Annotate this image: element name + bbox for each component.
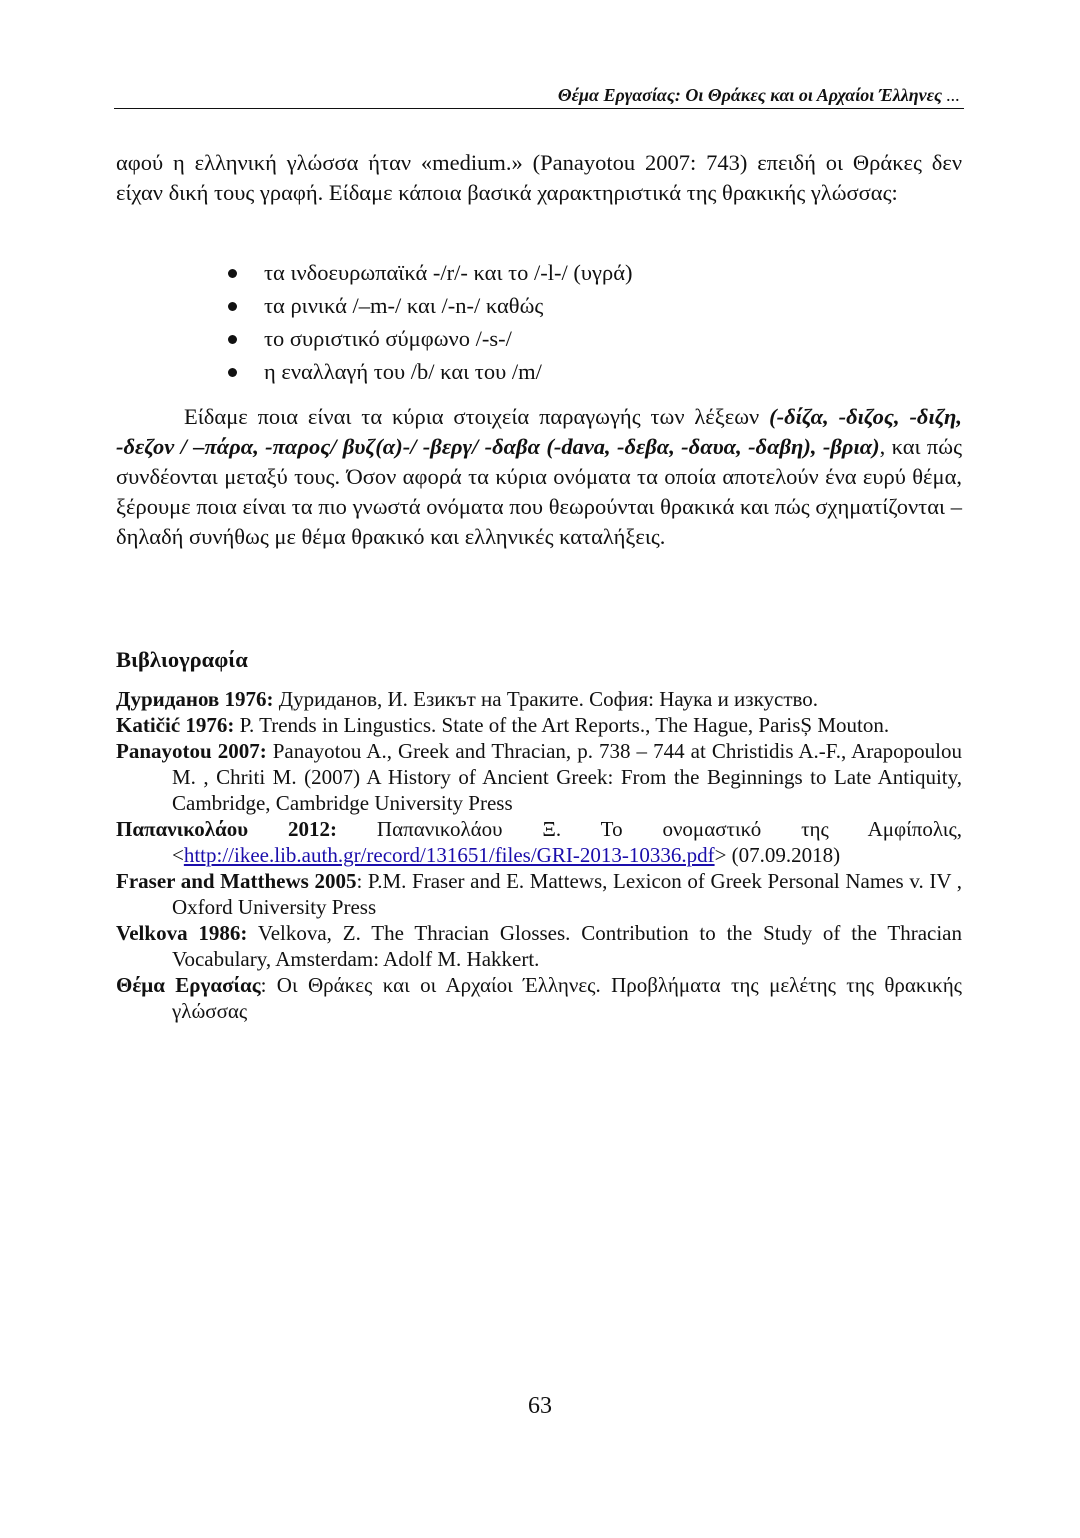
- entry-key: Θέμα Εργασίας: [116, 973, 261, 997]
- entry-text: Παπανικολάου Ξ. Το ονομαστικό της Αμφίπολις, <: [172, 817, 963, 867]
- bullet-text: τα ινδοευρωπαϊκά -/r/- και το /-l-/ (υγρά): [264, 260, 633, 285]
- bullet-text: το συριστικό σύμφωνο /-s-/: [264, 326, 512, 351]
- entry-key: Fraser and Matthews 2005: [116, 869, 357, 893]
- bullet-icon: [228, 302, 237, 311]
- page-number: 63: [528, 1393, 552, 1419]
- entry-text: Дуриданов, И. Езикът на Траките. София: Наука и изкуство.: [273, 687, 819, 711]
- bullet-icon: [228, 335, 237, 344]
- entry-text: Velkova, Z. The Thracian Glosses. Contribution to the Study of the Thracian Vocabulary, Amsterdam: Adolf M. Hakkert.: [172, 921, 962, 971]
- bibliography-entry: [116, 738, 962, 816]
- entry-text: Panayotou A., Greek and Thracian, p. 738 – 744 at Christidis A.-F., Arapopoulou M. , Chriti M. (2007) A History of Ancient Greek: From the Beginnings to Late Antiquity, Cambridge, Cambridge University Press: [172, 739, 962, 815]
- bibliography-heading: Βιβλιογραφία: [116, 647, 248, 672]
- bibliography-entry: [116, 686, 962, 712]
- bibliography-entry: [116, 972, 962, 1024]
- entry-key: Panayotou 2007:: [116, 739, 267, 763]
- running-header-title: Θέμα Εργασίας: Οι Θράκες και οι Αρχαίοι Έλληνες: [557, 85, 942, 105]
- bibliography-entry: [116, 712, 962, 738]
- entry-key: Дуриданов 1976:: [116, 687, 274, 711]
- list-item: [224, 355, 924, 388]
- entry-text: : Οι Θράκες και οι Αρχαίοι Έλληνες. Προβλήματα της μελέτης της θρακικής γλώσσας: [172, 973, 963, 1023]
- list-item: [224, 256, 924, 289]
- paragraph-2-intro: Είδαμε ποια είναι τα κύρια στοιχεία παραγωγής των λέξεων: [184, 404, 770, 429]
- list-item: [224, 322, 924, 355]
- bibliography-entry: [116, 868, 962, 920]
- bibliography-list: [116, 686, 962, 1024]
- running-header-ellipsis: ...: [946, 85, 960, 105]
- paragraph-2-rest: , και πώς συνδέονται μεταξύ τους. Όσον αφορά τα κύρια ονόματα τα οποία αποτελούν ένα ευρύ θέμα, ξέρουμε ποια είναι τα πιο γνωστά ονόματα που θεωρούνται θρακικά και πώς σχηματίζονται – δηλαδή συνήθως με θέμα θρακικό και ελληνικές καταλήξεις.: [116, 434, 962, 549]
- bullet-icon: [228, 269, 237, 278]
- entry-key: Velkova 1986:: [116, 921, 248, 945]
- bibliography-entry: [116, 920, 962, 972]
- paragraph-2: [116, 402, 962, 552]
- bibliography-link[interactable]: http://ikee.lib.auth.gr/record/131651/files/GRI-2013-10336.pdf: [183, 843, 715, 867]
- header-rule: [114, 108, 964, 109]
- paragraph-2-emphasis: (-δίζα, -διζος, -διζη, -δεζον / –πάρα, -παρος/ βυζ(α)-/ -βεργ/ -δαβα (-dava, -δεβα, -δαυα, -δαβη), -βρια): [116, 404, 962, 459]
- bullet-icon: [228, 368, 237, 377]
- entry-key: Παπανικολάου 2012:: [116, 817, 338, 841]
- bullet-text: η εναλλαγή του /b/ και του /m/: [264, 359, 542, 384]
- entry-text: : P.M. Fraser and E. Mattews, Lexicon of Greek Personal Names v. IV , Oxford University Press: [172, 869, 962, 919]
- running-header: [114, 84, 960, 106]
- feature-bullet-list: [224, 256, 924, 388]
- list-item: [224, 289, 924, 322]
- entry-text: P. Trends in Lingustics. State of the Art Reports., The Hague, ParisȘ Mouton.: [234, 713, 890, 737]
- entry-text-after: > (07.09.2018): [714, 843, 841, 867]
- paragraph-1: αφού η ελληνική γλώσσα ήταν «medium.» (Panayotou 2007: 743) επειδή οι Θράκες δεν είχαν δική τους γραφή. Είδαμε κάποια βασικά χαρακτηριστικά της θρακικής γλώσσας:: [116, 150, 962, 205]
- entry-key: Katičić 1976:: [116, 713, 235, 737]
- bullet-text: τα ρινικά /–m-/ και /-n-/ καθώς: [264, 293, 544, 318]
- bibliography-entry: [116, 816, 962, 868]
